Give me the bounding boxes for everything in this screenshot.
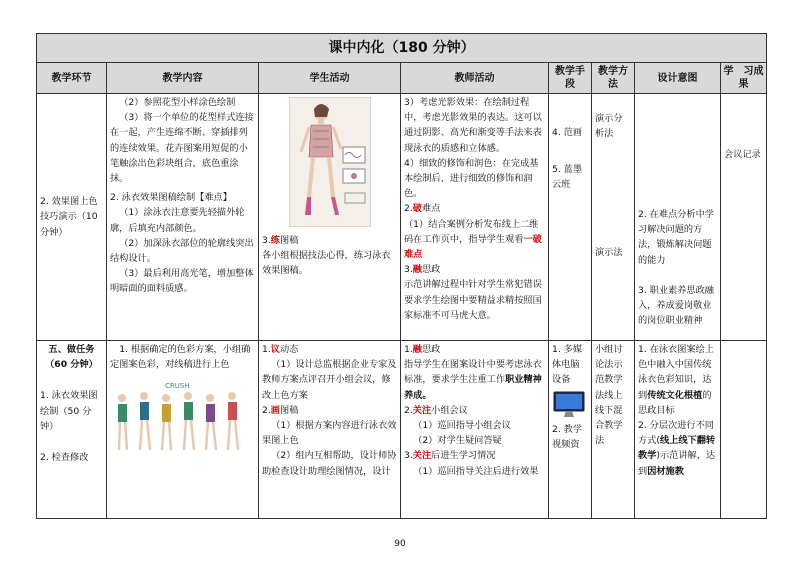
row1-content-6: （3）最后利用高光笔，增加整体明暗面的面料质感。 [110,268,254,295]
row1-student-key: 练 [270,235,280,246]
table-title: 课中内化（180 分钟） [37,34,767,63]
row1-teacher-b: 4）细致的修饰和润色：在完成基本绘制后，进行细致的修饰和润色。 [404,157,539,200]
row2-teacher [401,341,549,519]
row1-student-text: 各小组根据技法心得，练习泳衣效果图稿。 [262,250,391,277]
row2-student-a-title: 动态 [279,344,299,355]
row1-teacher-c-text: （1）结合案例分析发布线上二维码在工作页中，指导学生观看 [404,218,539,245]
row2-teacher-c-text: （1）巡回指导关注后进行效果 [413,465,539,477]
row2-design-b-strong: 线上线下翻转教学 [638,435,716,462]
row2-teacher-b-item1: （1）巡回指导小组会议 [413,420,511,432]
row2-design [635,341,721,519]
header-teacher: 教师活动 [401,63,549,94]
row2-design-a: 1. 在泳衣图案绘上色中融入中国传统泳衣色彩知识，达到 [638,344,714,401]
row1-content-5: （2）加深泳衣部位的轮廓线突出结构设计。 [110,237,254,265]
row2-teacher-b-prefix: 2. [404,404,413,416]
row2-phase-a: 1. 泳衣效果图绘制（50 分钟） [40,390,98,432]
row1-content-3: 2. 泳衣效果图稿绘制【难点】 [110,192,232,204]
row1-teacher-d-title: 思政 [421,264,441,276]
row2-content-text: 1. 根据确定的色彩方案，小组确定图案色彩，对线稿进行上色 [110,344,251,371]
header-method: 教学方法 [592,63,635,94]
computer-screen-icon [552,390,586,420]
row1-teacher-d-key: 融 [412,264,422,276]
row2-design-a-end: 的思政目标 [638,389,712,416]
row1-design-text: 2. 在难点分析中学习解决问题的方法，锻炼解决问题的能力 3. 职业素养思政融入，养成爱岗敬业的岗位职业精神 [638,209,714,327]
page-number: 90 [394,539,406,549]
row1-result-text: 会议记录 [724,149,761,160]
row2-teacher-a-text: 指导学生在图案设计中要考虑泳衣标准，要求学生注重工作 [404,359,542,386]
row1-teacher-d-text: 示范讲解过程中针对学生常犯错误要求学生绘图中要精益求精按照国家标准不可马虎大意。 [404,279,542,321]
row2-means [549,341,592,519]
row2-teacher-c-title: 后进生学习情况 [431,450,496,462]
row1-teacher-c-title: 难点 [421,203,441,215]
row1-means [549,94,592,341]
header-design: 设计意图 [635,63,721,94]
row2-teacher-c-prefix: 3. [404,450,413,462]
row2-teacher-c-key: 关注 [412,450,432,462]
row2-design-b: 2. 分层次进行不同方式( [638,420,714,447]
row2-teacher-b-title: 小组会议 [431,404,468,416]
row2-design-b-strong2: 因材施教 [647,465,684,477]
row2-method [592,341,635,519]
row1-method-a: 演示分析法 [595,113,623,140]
crush-label: CRUSH [165,382,190,391]
row2-student-b-text1: （1）根据方案内容进行泳衣效果图上色 [262,420,397,447]
row2-student-a-text: （1）设计总监根据企业专家及教师方案点评召开小组会议，修改上色方案 [262,359,397,401]
row1-content-4: （1）涂泳衣注意要先轻描外轮廓，后填充内部颜色。 [110,207,245,234]
row1-result [721,94,767,341]
row2-result [721,341,767,519]
row2-teacher-a-prefix: 1. [404,344,413,355]
header-student: 学生活动 [259,63,401,94]
row1-student-prefix: 3. [262,235,271,246]
swimsuit-sketch-illustration [289,97,371,227]
row1-teacher-c-prefix: 2. [404,203,413,215]
header-content: 教学内容 [107,63,259,94]
row1-student-title: 图稿 [279,235,299,246]
row2-method-text: 小组讨论法示范教学法线上线下混合教学法 [595,344,623,447]
header-result: 学 习成果 [721,63,767,94]
row1-means-b: 5. 蓝墨云班 [552,164,583,191]
row2-means-b: 2. 教学视频资 [552,423,583,450]
row1-content-1: （2）参照花型小样涂色绘制 [119,97,236,108]
row2-student-b-key: 画 [270,404,280,416]
row2-design-b-mid: )示范讲解，达到 [638,450,716,477]
row2-phase [37,341,107,519]
row2-teacher-b-item2: （2）对学生疑问答疑 [413,435,502,447]
row2-content [107,341,259,519]
row1-phase [37,94,107,341]
header-phase: 教学环节 [37,63,107,94]
row2-student-b-prefix: 2. [262,404,271,416]
row2-student-b-title: 图稿 [279,404,299,416]
row2-teacher-b-key: 关注 [412,404,432,416]
row1-teacher-a: 3）考虑光影效果：在绘制过程中，考虑光影效果的表达。这可以通过阴影、高光和渐变等手法来表现泳衣的质感和立体感。 [404,97,542,154]
row2-student-a-key: 议 [270,344,280,355]
row2-teacher-a-title: 思政 [421,344,441,355]
row1-method [592,94,635,341]
row2-teacher-a-key: 融 [412,344,422,355]
row2-phase-b: 2. 检查修改 [40,452,89,464]
row2-design-a-strong: 传统文化根植 [647,389,703,401]
row1-teacher-c-key: 破 [412,203,422,215]
row2-student-a-prefix: 1. [262,344,271,355]
row1-phase-text: 2. 效果图上色技巧演示（10 分钟） [40,196,98,238]
row1-method-b: 演示法 [595,247,623,259]
lesson-plan-table [36,33,766,519]
row1-student [259,94,401,341]
row1-content-2: （3）将一个单位的花型样式连接在一起，产生连绵不断、穿插排列的连续效果。花卉图案用短促的小笔触涂出色彩块组合，底色重涂抹。 [110,112,254,185]
row1-content [107,94,259,341]
row2-means-a: 1. 多媒体电脑设备 [552,344,583,386]
swimsuit-color-illustration [110,378,250,458]
header-means: 教学手段 [549,63,592,94]
row2-phase-title: 五、做任务（60 分钟） [45,344,98,371]
row1-means-a: 4. 范画 [552,127,583,138]
row2-student-b-text2: （2）组内互相帮助，设计师协助检查设计助理绘图情况，设计 [262,450,397,477]
row1-teacher [401,94,549,341]
row2-teacher-a-strong: 职业精神养成。 [404,374,542,401]
row1-teacher-c-strong: 一破难点 [404,233,542,261]
row2-student [259,341,401,519]
row1-design [635,94,721,341]
row1-teacher-d-prefix: 3. [404,264,413,276]
